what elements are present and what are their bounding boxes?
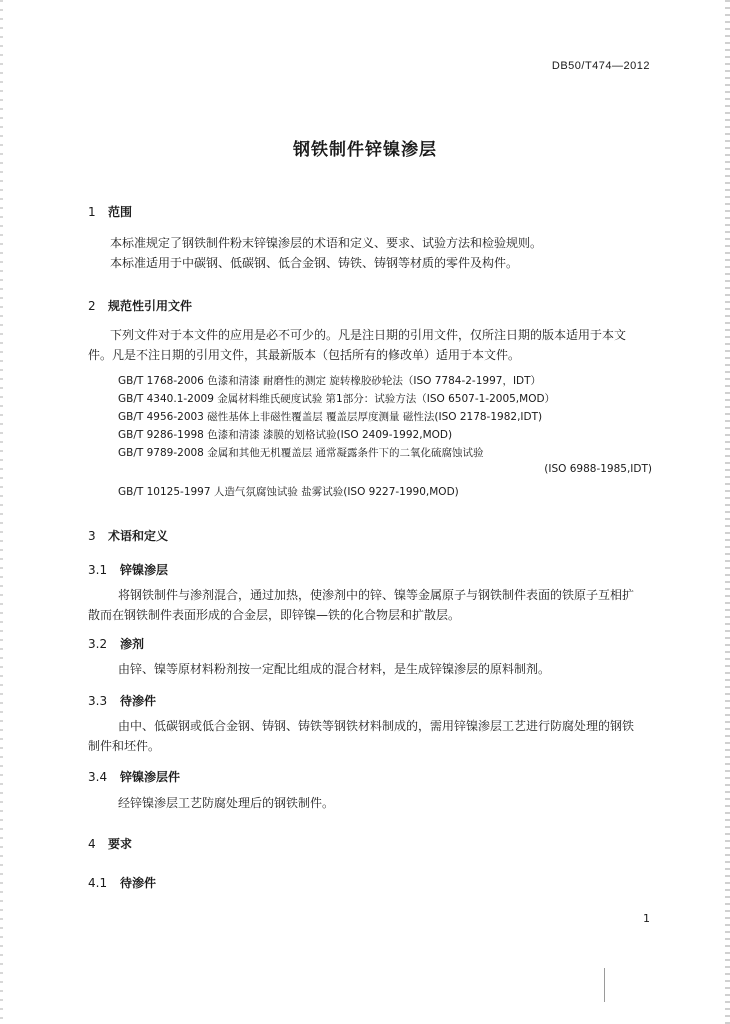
subsection-heading: [88, 561, 168, 578]
section-number: 4: [88, 837, 96, 851]
subsection-number: 3.2: [88, 637, 108, 651]
paragraph: 由锌、镍等原材料粉剂按一定配比组成的混合材料，是生成锌镍渗层的原料制剂。: [118, 662, 551, 676]
subsection-title: 锌镍渗层件: [120, 770, 181, 784]
paragraph: 制件和坯件。: [88, 739, 161, 753]
section-title: 术语和定义: [108, 529, 169, 543]
section-title: 范围: [108, 205, 133, 219]
paragraph: 下列文件对于本文件的应用是必不可少的。凡是注日期的引用文件，仅所注日期的版本适用于本文: [110, 328, 627, 342]
subsection-number: 3.4: [88, 770, 108, 784]
page-number: 1: [643, 912, 650, 925]
paragraph: 本标准适用于中碳钢、低碳钢、低合金钢、铸铁、铸钢等材质的零件及构件。: [110, 256, 519, 270]
reference-item: GB/T 1768-2006 色漆和清漆 耐磨性的测定 旋转橡胶砂轮法（ISO 7784-2-1997，IDT）: [118, 375, 542, 387]
section-title: 规范性引用文件: [108, 299, 193, 313]
standard-code: DB50/T474—2012: [551, 60, 650, 72]
reference-item: GB/T 4340.1-2009 金属材料维氏硬度试验 第1部分：试验方法（ISO 6507-1-2005,MOD）: [118, 393, 556, 405]
subsection-heading: [88, 768, 180, 785]
subsection-number: 3.3: [88, 694, 108, 708]
subsection-number: 4.1: [88, 876, 108, 890]
subsection-title: 待渗件: [120, 876, 157, 890]
paragraph: 经锌镍渗层工艺防腐处理后的钢铁制件。: [118, 796, 335, 810]
subsection-title: 渗剂: [120, 637, 145, 651]
section-heading: [88, 203, 132, 220]
scan-mark: [604, 968, 605, 1002]
reference-item: GB/T 9789-2008 金属和其他无机覆盖层 通常凝露条件下的二氧化硫腐蚀试验: [118, 447, 484, 459]
subsection-title: 待渗件: [120, 694, 157, 708]
paragraph: 本标准规定了钢铁制件粉末锌镍渗层的术语和定义、要求、试验方法和检验规则。: [110, 236, 543, 250]
paragraph: 件。凡是不注日期的引用文件，其最新版本（包括所有的修改单）适用于本文件。: [88, 348, 521, 362]
section-heading: [88, 835, 132, 852]
paragraph: 散而在钢铁制件表面形成的合金层，即锌镍—铁的化合物层和扩散层。: [88, 608, 461, 622]
paragraph: 由中、低碳钢或低合金钢、铸钢、铸铁等钢铁材料制成的，需用锌镍渗层工艺进行防腐处理的钢铁: [118, 719, 635, 733]
reference-item-continued: (ISO 6988-1985,IDT): [544, 463, 652, 475]
section-heading: [88, 297, 192, 314]
paragraph: 将钢铁制件与渗剂混合，通过加热，使渗剂中的锌、镍等金属原子与钢铁制件表面的铁原子互相扩: [118, 588, 635, 602]
section-number: 2: [88, 299, 96, 313]
section-number: 3: [88, 529, 96, 543]
subsection-title: 锌镍渗层: [120, 563, 169, 577]
subsection-heading: [88, 874, 156, 891]
subsection-heading: [88, 635, 144, 652]
reference-item: GB/T 4956-2003 磁性基体上非磁性覆盖层 覆盖层厚度测量 磁性法(ISO 2178-1982,IDT): [118, 411, 543, 423]
subsection-number: 3.1: [88, 563, 108, 577]
subsection-heading: [88, 692, 156, 709]
section-number: 1: [88, 205, 96, 219]
document-title: 钢铁制件锌镍渗层: [293, 140, 437, 160]
reference-item: GB/T 9286-1998 色漆和清漆 漆膜的划格试验(ISO 2409-1992,MOD): [118, 429, 453, 441]
section-heading: [88, 527, 168, 544]
section-title: 要求: [108, 837, 133, 851]
reference-item: GB/T 10125-1997 人造气氛腐蚀试验 盐雾试验(ISO 9227-1990,MOD): [118, 486, 459, 498]
